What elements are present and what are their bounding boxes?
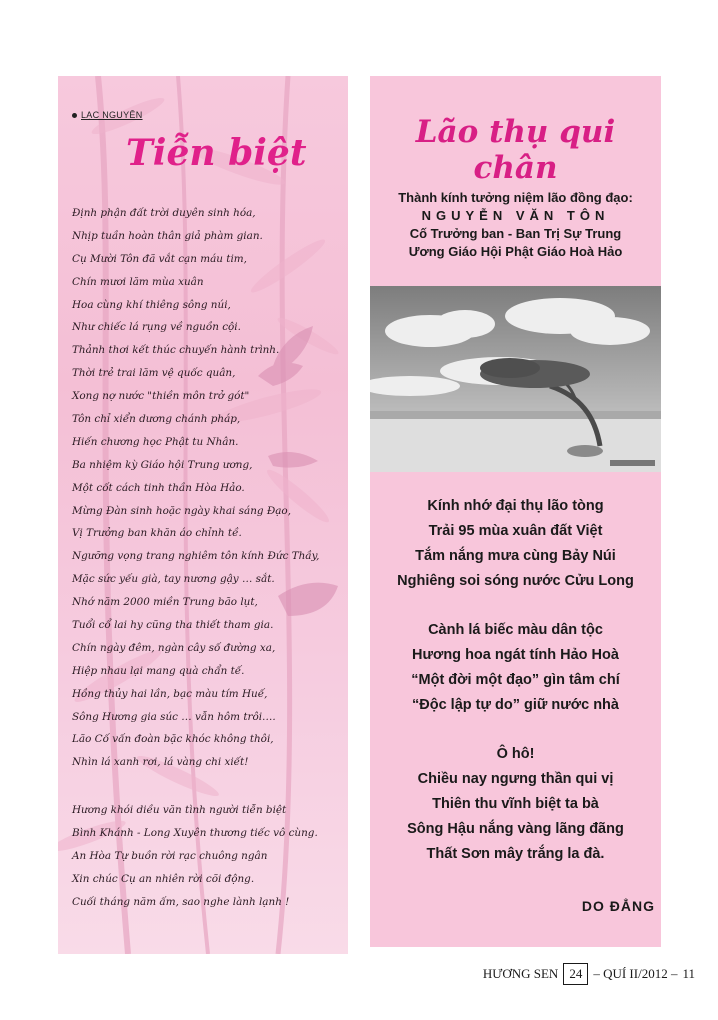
poem-line: Một cốt cách tinh thần Hòa Hảo. — [72, 481, 245, 494]
issue-number: 24 — [563, 963, 588, 985]
poem-title: Tiễn biệt — [126, 132, 307, 174]
poem-line: Chín ngày đêm, ngàn cây số đường xa, — [72, 641, 276, 654]
poem-line: Chín mươi lăm mùa xuân — [72, 275, 204, 288]
poem-line: Hoa cùng khí thiêng sông núi, — [72, 298, 231, 311]
poem-line: Nghiêng soi sóng nước Cửu Long — [397, 573, 634, 589]
poem-line: Xin chúc Cụ an nhiên rời cõi động. — [72, 872, 255, 885]
poem-line: Mặc sức yếu già, tay nương gậy … sắt. — [72, 573, 275, 586]
right-poem-panel — [370, 76, 661, 947]
author-credit: LẠC NGUYÊN — [72, 110, 143, 120]
poem-line: Cành lá biếc màu dân tộc — [428, 622, 603, 638]
poem-line: Thất Sơn mây trắng la đà. — [426, 846, 605, 862]
poem-line: Chiều nay ngưng thần qui vị — [417, 771, 614, 787]
poem-line: Nhớ năm 2000 miền Trung bão lụt, — [72, 596, 258, 609]
poem-line: Cụ Mười Tôn đã vắt cạn máu tim, — [72, 252, 247, 265]
poem-line: Nhịp tuần hoàn thân giả phàm gian. — [72, 229, 263, 242]
poem-body — [72, 202, 344, 914]
poem-line: Bình Khánh - Long Xuyên thương tiếc vô cùng. — [72, 827, 318, 840]
poem-line: “Độc lập tự do” giữ nước nhà — [412, 697, 619, 713]
poem-line: Hương khói diều văn tình người tiễn biệt — [72, 804, 287, 817]
dedication — [370, 189, 661, 261]
poem-line: Cuối tháng năm ấm, sao nghe lành lạnh ! — [72, 895, 290, 908]
poem-line: Ba nhiệm kỳ Giáo hội Trung ương, — [72, 458, 253, 471]
lone-tree-photo — [370, 286, 661, 472]
honoree-name: NGUYỄN VĂN TÔN — [421, 208, 610, 223]
poem-line: Sông Hương gia súc … vẫn hôm trôi…. — [72, 710, 276, 723]
poem-line: Sông Hậu nắng vàng lãng đãng — [407, 821, 624, 837]
page-footer — [483, 963, 695, 985]
poem-line: Tắm nắng mưa cùng Bảy Núi — [415, 548, 616, 564]
author-signature: DO ĐẲNG — [581, 898, 655, 914]
poem-line: Thảnh thơi kết thúc chuyến hành trình. — [72, 344, 280, 357]
poem-line: Ô hô! — [496, 746, 535, 762]
poem-line: Thiên thu vĩnh biệt ta bà — [432, 796, 599, 812]
poem-line: Lão Cố vấn đoàn bặc khóc không thôi, — [72, 733, 274, 746]
left-poem-panel — [58, 76, 348, 954]
poem-line: Mừng Đàn sinh hoặc ngày khai sáng Đạo, — [72, 504, 291, 517]
poem-line: Tôn chỉ xiển dương chánh pháp, — [72, 413, 241, 426]
poem-line: Thời trẻ trai lăm vệ quốc quân, — [72, 367, 236, 380]
poem-line: Hồng thủy hai lần, bạc màu tím Huế, — [72, 687, 268, 700]
dedication-line: Cố Trưởng ban - Ban Trị Sự Trung — [409, 226, 622, 241]
poem-line: Hương hoa ngát tính Hảo Hoà — [412, 647, 619, 663]
poem-line: Vị Trưởng ban khăn áo chỉnh tề. — [72, 527, 242, 540]
poem-line: An Hòa Tự buồn rời rạc chuông ngân — [72, 850, 268, 863]
poem-line: Hiệp nhau lại mang quà chẩn tế. — [72, 664, 245, 677]
poem-line: Xong nợ nước "thiền môn trở gót" — [72, 390, 250, 403]
poem-line: “Một đời một đạo” gìn tâm chí — [411, 672, 620, 688]
poem-title: Lão thụ qui chân — [415, 114, 616, 186]
poem-line: Như chiếc lá rụng về nguồn cội. — [72, 321, 241, 334]
magazine-name: HƯƠNG SEN — [482, 966, 559, 981]
poem-line: Hiến chương học Phật tu Nhân. — [72, 435, 239, 448]
page-number: 11 — [682, 966, 695, 981]
dedication-line: Thành kính tưởng niệm lão đồng đạo: — [398, 190, 633, 205]
poem-line: Ngưỡng vọng trang nghiêm tôn kính Đức Thầy, — [72, 550, 320, 563]
poem-line: Tuổi cổ lai hy cũng tha thiết tham gia. — [72, 619, 274, 632]
issue-quarter: – QUÍ II/2012 – — [593, 966, 678, 981]
poem-line: Kính nhớ đại thụ lão tòng — [427, 498, 604, 514]
poem-line: Nhìn lá xanh rơi, lá vàng chi xiết! — [72, 756, 249, 769]
bullet-icon — [72, 113, 77, 118]
poem-line: Trải 95 mùa xuân đất Việt — [428, 523, 603, 539]
poem-body — [370, 494, 661, 867]
poem-line: Định phận đất trời duyên sinh hóa, — [72, 207, 256, 219]
dedication-line: Ương Giáo Hội Phật Giáo Hoà Hảo — [408, 244, 623, 259]
